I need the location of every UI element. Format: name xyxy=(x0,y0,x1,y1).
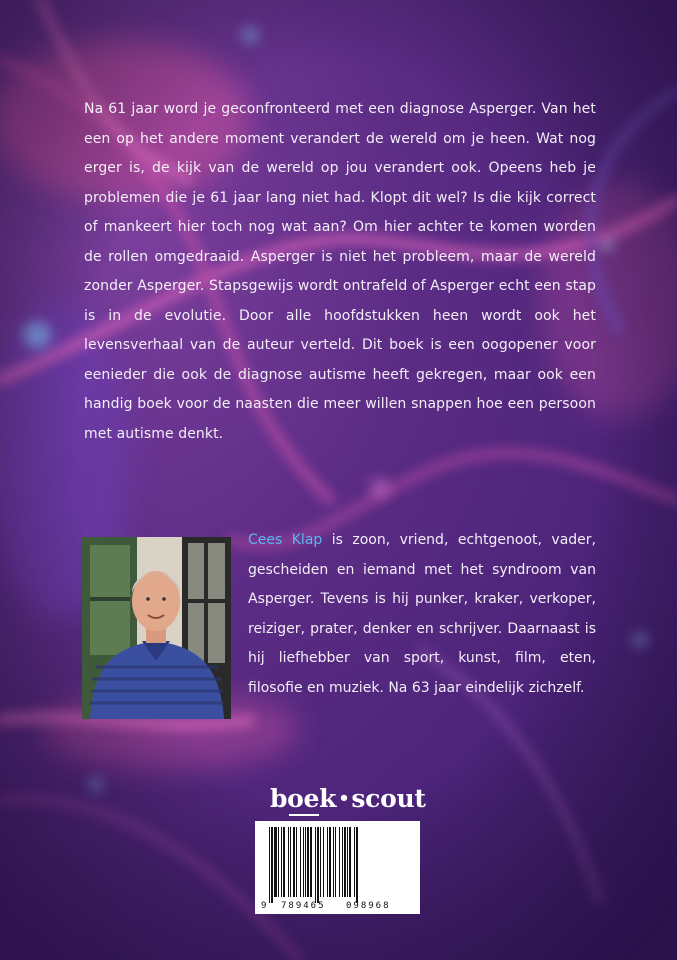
barcode-bar xyxy=(335,827,336,897)
publisher-logo-part1: boek xyxy=(270,784,337,813)
publisher-logo-part2: scout xyxy=(351,784,426,813)
author-bio xyxy=(248,526,596,703)
barcode-bar xyxy=(317,827,319,903)
author-bio-text: is zoon, vriend, echtgenoot, vader, gescheiden en iemand met het syndroom van Asperger. Tevens is hij punker, kraker, verkoper, reiziger, prater, denker en schrijver. Daarnaast is hij liefhebber van sport, kunst, film, eten, filosofie en muziek. Na 63 jaar eindelijk zichzelf. xyxy=(248,532,596,696)
barcode-bar xyxy=(278,827,279,897)
publisher-logo-underline xyxy=(289,814,319,816)
barcode-bar xyxy=(342,827,343,897)
isbn-prefix: 9 xyxy=(261,901,267,911)
barcode-bar xyxy=(327,827,328,897)
barcode-bar xyxy=(290,827,291,897)
isbn-group1: 789465 xyxy=(281,901,326,911)
barcode-bar xyxy=(271,827,273,903)
barcode-bar xyxy=(356,827,358,903)
isbn-number xyxy=(255,901,420,913)
barcode-bar xyxy=(300,827,301,897)
back-cover-blurb: Na 61 jaar word je geconfronteerd met een diagnose Asperger. Van het een op het andere moment verandert de wereld om je heen. Wat nog erger is, de kijk van de wereld op jou verandert ook. Opeens heb je problemen die je 61 jaar lang niet had. Klopt dit wel? Is die kijk correct of mankeert hier toch nog wat aan? Om hier achter te komen worden de rollen omgedraaid. Asperger is niet het probleem, maar de wereld zonder Asperger. Stapsgewijs wordt ontrafeld of Asperger echt een stap is in de evolutie. Door alle hoofdstukken heen wordt ook het levensverhaal van de auteur verteld. Dit boek is een oogopener voor eenieder die ook de diagnose autisme heeft gekregen, maar ook een handig boek voor de naasten die meer willen snappen hoe een persoon met autisme denkt. xyxy=(84,101,596,442)
barcode-bar xyxy=(296,827,297,897)
isbn-barcode xyxy=(255,821,420,914)
author-photo xyxy=(82,537,231,719)
barcode-bar xyxy=(283,827,285,897)
barcode-bar xyxy=(303,827,304,897)
barcode-bar xyxy=(320,827,321,897)
barcode-bar xyxy=(354,827,355,897)
barcode-bar xyxy=(281,827,282,897)
barcode-bar xyxy=(315,827,316,903)
barcode-bar xyxy=(339,827,340,897)
barcode-bars xyxy=(255,821,420,903)
barcode-bar xyxy=(329,827,331,897)
barcode-bar xyxy=(349,827,351,897)
barcode-bar xyxy=(344,827,346,897)
barcode-bar xyxy=(288,827,289,897)
publisher-logo-dot: • xyxy=(338,788,350,809)
barcode-bar xyxy=(323,827,324,897)
barcode-bar xyxy=(274,827,277,897)
barcode-bar xyxy=(347,827,348,897)
barcode-bar xyxy=(293,827,295,897)
barcode-bar xyxy=(305,827,306,897)
barcode-bar xyxy=(269,827,270,903)
barcode-bar xyxy=(333,827,334,897)
isbn-group2: 098968 xyxy=(346,901,391,911)
publisher-logo xyxy=(270,784,426,818)
barcode-bar xyxy=(307,827,309,897)
author-name: Cees Klap xyxy=(248,532,323,548)
barcode-bar xyxy=(310,827,312,897)
